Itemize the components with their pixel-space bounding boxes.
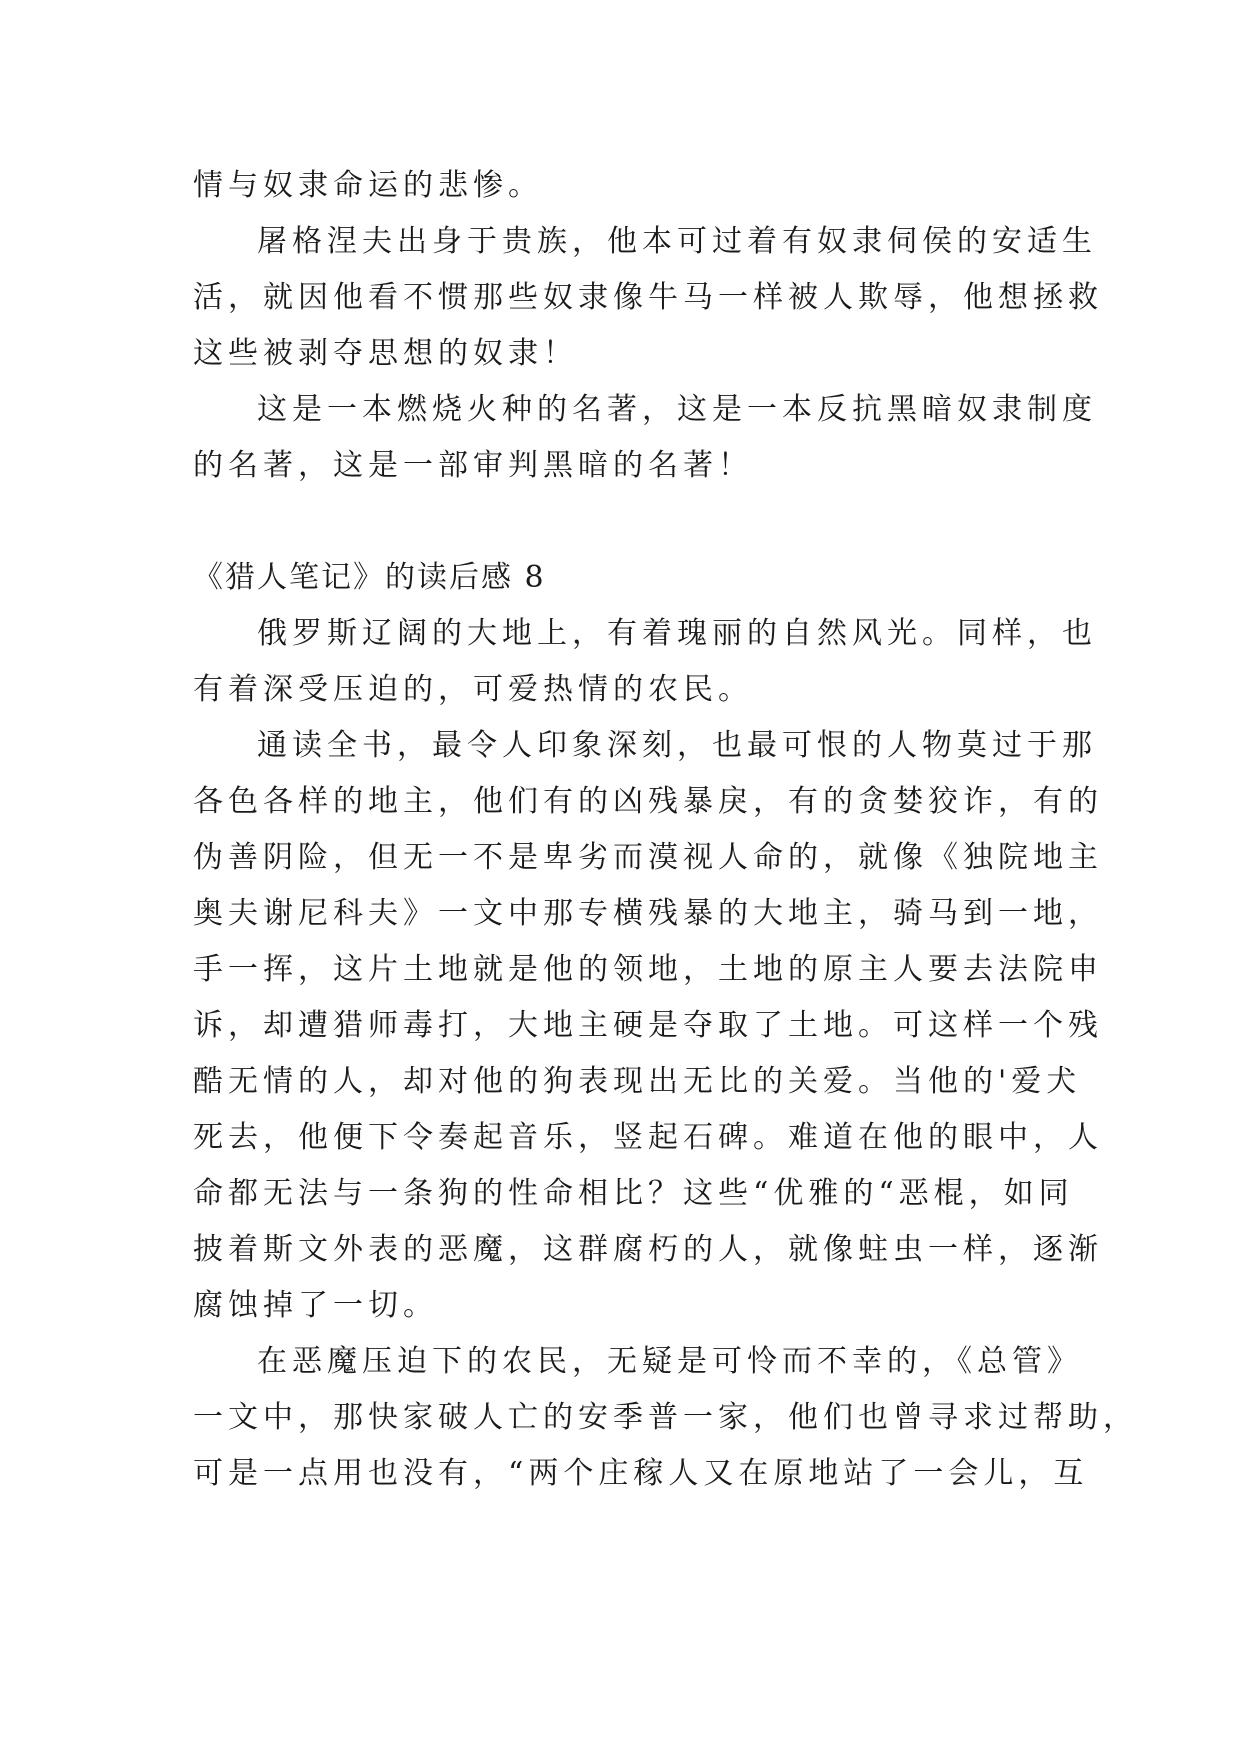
paragraph-start-line: 屠格涅夫出身于贵族，他本可过着有奴隶伺侯的安适生 xyxy=(257,224,1097,259)
text-line: 死去，他便下令奏起音乐，竖起石碑。难道在他的眼中，人 xyxy=(193,1120,1103,1155)
text-line: 奥夫谢尼科夫》一文中那专横残暴的大地主，骑马到一地， xyxy=(193,896,1103,931)
text-line: 披着斯文外表的恶魔，这群腐朽的人，就像蛀虫一样，逐渐 xyxy=(193,1232,1103,1267)
paragraph-start-line: 通读全书，最令人印象深刻，也最可恨的人物莫过于那 xyxy=(257,728,1097,763)
text-line: 有着深受压迫的，可爱热情的农民。 xyxy=(193,672,753,707)
text-line: 各色各样的地主，他们有的凶残暴戾，有的贪婪狡诈，有的 xyxy=(193,784,1103,819)
text-line: 这些被剥夺思想的奴隶！ xyxy=(193,336,578,371)
paragraph-start-line: 俄罗斯辽阔的大地上，有着瑰丽的自然风光。同样，也 xyxy=(257,616,1097,651)
text-line: 情与奴隶命运的悲惨。 xyxy=(193,168,543,203)
document-page xyxy=(193,158,1138,1502)
paragraph-start-line: 这是一本燃烧火种的名著，这是一本反抗黑暗奴隶制度 xyxy=(257,392,1097,427)
text-line: 诉，却遭猎师毒打，大地主硬是夺取了土地。可这样一个残 xyxy=(193,1008,1103,1043)
section-heading: 《猎人笔记》的读后感 8 xyxy=(193,560,546,595)
section-spacer xyxy=(193,494,1049,550)
text-line: 可是一点用也没有，“两个庄稼人又在原地站了一会儿，互 xyxy=(193,1456,1089,1491)
text-line: 一文中，那快家破人亡的安季普一家，他们也曾寻求过帮助， xyxy=(193,1400,1138,1435)
text-line: 命都无法与一条狗的性命相比？这些“优雅的“恶棍，如同 xyxy=(193,1176,1074,1211)
text-line: 活，就因他看不惯那些奴隶像牛马一样被人欺辱，他想拯救 xyxy=(193,280,1103,315)
paragraph-start-line: 在恶魔压迫下的农民，无疑是可怜而不幸的，《总管》 xyxy=(257,1344,1082,1379)
text-line: 伪善阴险，但无一不是卑劣而漠视人命的，就像《独院地主 xyxy=(193,840,1103,875)
text-line: 酷无情的人，却对他的狗表现出无比的关爱。当他的'爱犬 xyxy=(193,1064,1082,1099)
text-line: 腐蚀掉了一切。 xyxy=(193,1288,438,1323)
text-line: 的名著，这是一部审判黑暗的名著！ xyxy=(193,448,753,483)
text-line: 手一挥，这片土地就是他的领地，土地的原主人要去法院申 xyxy=(193,952,1103,987)
